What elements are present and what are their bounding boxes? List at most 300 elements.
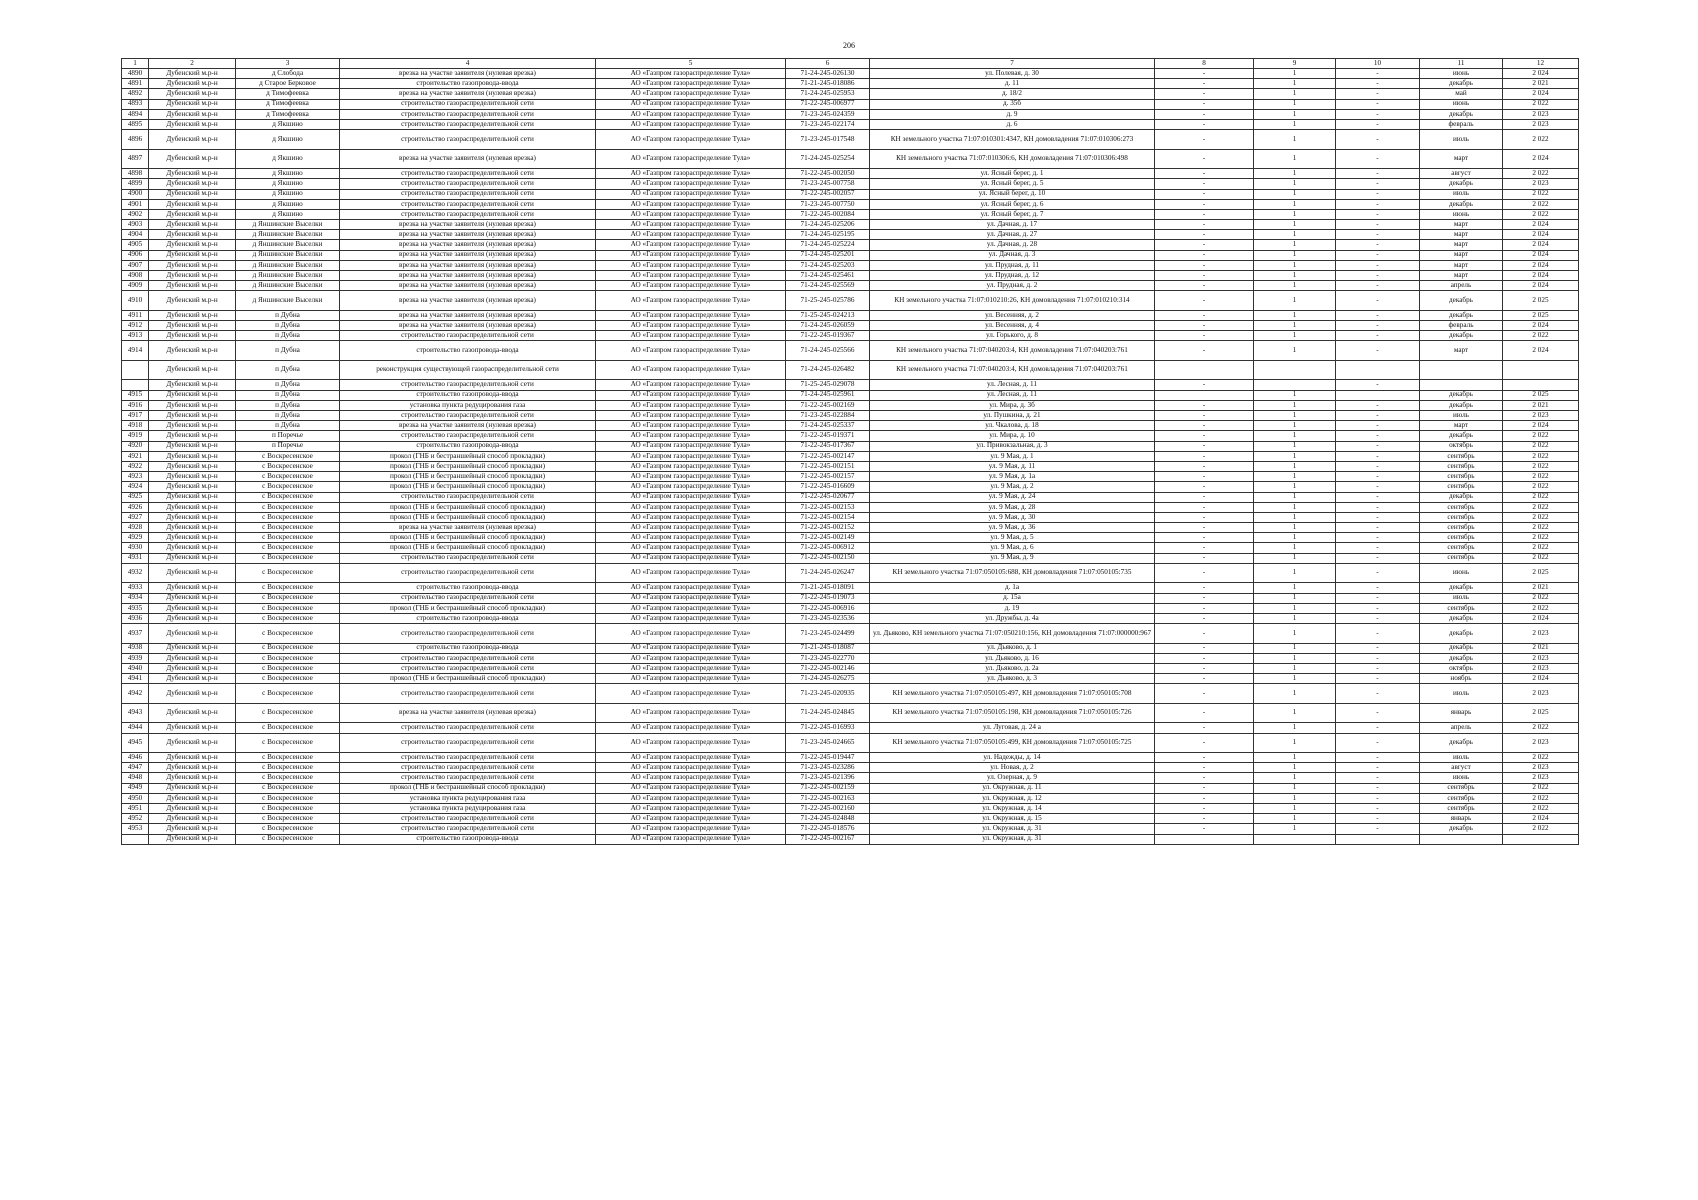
- table-row: [122, 400, 1579, 410]
- column-10-cell: -: [1336, 563, 1420, 583]
- row-number-cell: 4914: [122, 341, 149, 361]
- year-cell: 2 023: [1503, 763, 1579, 773]
- organization-cell: АО «Газпром газораспределение Тула»: [596, 482, 786, 492]
- column-9-cell: 1: [1254, 563, 1336, 583]
- month-cell: июль: [1420, 684, 1503, 704]
- table-row: [122, 411, 1579, 421]
- application-code-cell: 71-22-245-006977: [786, 99, 870, 109]
- column-8-cell: -: [1155, 773, 1254, 783]
- column-8-cell: -: [1155, 543, 1254, 553]
- column-10-cell: -: [1336, 109, 1420, 119]
- row-number-cell: 4924: [122, 482, 149, 492]
- year-cell: 2 025: [1503, 310, 1579, 320]
- year-cell: 2 024: [1503, 674, 1579, 684]
- address-cell: ул. Дачная, д. 17: [870, 220, 1155, 230]
- column-10-cell: -: [1336, 753, 1420, 763]
- year-cell: 2 023: [1503, 119, 1579, 129]
- work-type-cell: реконструкция существующей газораспределительной сети: [340, 360, 596, 380]
- settlement-cell: д Тимофеевка: [236, 89, 340, 99]
- settlement-cell: с Воскресенское: [236, 543, 340, 553]
- column-header: 1: [122, 59, 149, 69]
- column-10-cell: -: [1336, 653, 1420, 663]
- work-type-cell: строительство газораспределительной сети: [340, 179, 596, 189]
- row-number-cell: 4953: [122, 824, 149, 834]
- district-cell: Дубенский м.р-н: [149, 281, 236, 291]
- column-9-cell: 1: [1254, 411, 1336, 421]
- application-code-cell: 71-22-245-017367: [786, 441, 870, 451]
- work-type-cell: строительство газораспределительной сети: [340, 723, 596, 733]
- settlement-cell: п Дубна: [236, 360, 340, 380]
- district-cell: Дубенский м.р-н: [149, 663, 236, 673]
- work-type-cell: врезка на участке заявителя (нулевая врезка): [340, 291, 596, 311]
- table-row: [122, 733, 1579, 753]
- row-number-cell: 4916: [122, 400, 149, 410]
- column-9-cell: 1: [1254, 803, 1336, 813]
- organization-cell: АО «Газпром газораспределение Тула»: [596, 431, 786, 441]
- address-cell: ул. Дачная, д. 28: [870, 240, 1155, 250]
- month-cell: декабрь: [1420, 109, 1503, 119]
- settlement-cell: п Дубна: [236, 321, 340, 331]
- year-cell: 2 022: [1503, 512, 1579, 522]
- column-header: 8: [1155, 59, 1254, 69]
- organization-cell: АО «Газпром газораспределение Тула»: [596, 624, 786, 644]
- work-type-cell: врезка на участке заявителя (нулевая врезка): [340, 69, 596, 79]
- year-cell: 2 024: [1503, 321, 1579, 331]
- row-number-cell: 4940: [122, 663, 149, 673]
- application-code-cell: 71-22-245-002167: [786, 834, 870, 844]
- column-header: 10: [1336, 59, 1420, 69]
- header-row: [122, 59, 1579, 69]
- district-cell: Дубенский м.р-н: [149, 380, 236, 390]
- table-row: [122, 380, 1579, 390]
- address-cell: ул. Дьяково, д. 3: [870, 674, 1155, 684]
- month-cell: июль: [1420, 593, 1503, 603]
- year-cell: 2 021: [1503, 400, 1579, 410]
- month-cell: [1420, 380, 1503, 390]
- column-10-cell: -: [1336, 130, 1420, 150]
- work-type-cell: установка пункта редуцирования газа: [340, 803, 596, 813]
- work-type-cell: прокол (ГНБ и бестраншейный способ прокладки): [340, 472, 596, 482]
- address-cell: ул. 9 Мая, д. 9: [870, 553, 1155, 563]
- row-number-cell: 4911: [122, 310, 149, 320]
- column-9-cell: 1: [1254, 271, 1336, 281]
- column-10-cell: -: [1336, 69, 1420, 79]
- work-type-cell: врезка на участке заявителя (нулевая врезка): [340, 260, 596, 270]
- settlement-cell: д Яншинские Выселки: [236, 260, 340, 270]
- application-code-cell: 71-24-245-025201: [786, 250, 870, 260]
- district-cell: Дубенский м.р-н: [149, 271, 236, 281]
- work-type-cell: прокол (ГНБ и бестраншейный способ прокладки): [340, 543, 596, 553]
- column-10-cell: -: [1336, 441, 1420, 451]
- application-code-cell: 71-24-245-026482: [786, 360, 870, 380]
- settlement-cell: с Воскресенское: [236, 653, 340, 663]
- column-9-cell: 1: [1254, 553, 1336, 563]
- work-type-cell: строительство газораспределительной сети: [340, 684, 596, 704]
- organization-cell: АО «Газпром газораспределение Тула»: [596, 220, 786, 230]
- table-row: [122, 119, 1579, 129]
- row-number-cell: 4907: [122, 260, 149, 270]
- column-9-cell: 1: [1254, 331, 1336, 341]
- district-cell: Дубенский м.р-н: [149, 69, 236, 79]
- year-cell: 2 022: [1503, 824, 1579, 834]
- column-header: 12: [1503, 59, 1579, 69]
- table-row: [122, 199, 1579, 209]
- column-8-cell: -: [1155, 603, 1254, 613]
- organization-cell: АО «Газпром газораспределение Тула»: [596, 512, 786, 522]
- work-type-cell: врезка на участке заявителя (нулевая врезка): [340, 89, 596, 99]
- settlement-cell: с Воскресенское: [236, 583, 340, 593]
- table-row: [122, 240, 1579, 250]
- page-number: 206: [843, 41, 855, 50]
- district-cell: Дубенский м.р-н: [149, 492, 236, 502]
- settlement-cell: д Якшино: [236, 149, 340, 169]
- column-8-cell: -: [1155, 250, 1254, 260]
- work-type-cell: прокол (ГНБ и бестраншейный способ прокладки): [340, 451, 596, 461]
- district-cell: Дубенский м.р-н: [149, 563, 236, 583]
- year-cell: 2 022: [1503, 199, 1579, 209]
- organization-cell: АО «Газпром газораспределение Тула»: [596, 663, 786, 673]
- organization-cell: АО «Газпром газораспределение Тула»: [596, 240, 786, 250]
- application-code-cell: 71-22-245-002084: [786, 209, 870, 219]
- column-9-cell: 1: [1254, 583, 1336, 593]
- organization-cell: АО «Газпром газораспределение Тула»: [596, 803, 786, 813]
- organization-cell: АО «Газпром газораспределение Тула»: [596, 583, 786, 593]
- year-cell: 2 024: [1503, 69, 1579, 79]
- application-code-cell: 71-22-245-002057: [786, 189, 870, 199]
- district-cell: Дубенский м.р-н: [149, 674, 236, 684]
- column-10-cell: -: [1336, 603, 1420, 613]
- month-cell: декабрь: [1420, 653, 1503, 663]
- column-8-cell: -: [1155, 703, 1254, 723]
- month-cell: апрель: [1420, 723, 1503, 733]
- table-row: [122, 310, 1579, 320]
- work-type-cell: врезка на участке заявителя (нулевая врезка): [340, 421, 596, 431]
- column-10-cell: -: [1336, 793, 1420, 803]
- address-cell: ул. Дружбы, д. 4а: [870, 613, 1155, 623]
- organization-cell: АО «Газпром газораспределение Тула»: [596, 199, 786, 209]
- address-cell: ул. Привокзальная, д. 3: [870, 441, 1155, 451]
- column-10-cell: -: [1336, 240, 1420, 250]
- address-cell: ул. Луговая, д. 24 а: [870, 723, 1155, 733]
- year-cell: [1503, 360, 1579, 380]
- column-10-cell: -: [1336, 189, 1420, 199]
- month-cell: май: [1420, 89, 1503, 99]
- column-9-cell: 1: [1254, 674, 1336, 684]
- year-cell: 2 021: [1503, 79, 1579, 89]
- organization-cell: АО «Газпром газораспределение Тула»: [596, 310, 786, 320]
- work-type-cell: врезка на участке заявителя (нулевая врезка): [340, 310, 596, 320]
- row-number-cell: 4915: [122, 390, 149, 400]
- row-number-cell: 4932: [122, 563, 149, 583]
- address-cell: ул. Дьяково, КН земельного участка 71:07:050210:156, КН домовладения 71:07:000000:967: [870, 624, 1155, 644]
- district-cell: Дубенский м.р-н: [149, 411, 236, 421]
- year-cell: 2 022: [1503, 753, 1579, 763]
- work-type-cell: строительство газораспределительной сети: [340, 109, 596, 119]
- work-type-cell: прокол (ГНБ и бестраншейный способ прокладки): [340, 533, 596, 543]
- organization-cell: АО «Газпром газораспределение Тула»: [596, 783, 786, 793]
- month-cell: сентябрь: [1420, 461, 1503, 471]
- column-10-cell: -: [1336, 553, 1420, 563]
- column-8-cell: -: [1155, 411, 1254, 421]
- column-10-cell: -: [1336, 169, 1420, 179]
- column-10-cell: -: [1336, 733, 1420, 753]
- application-code-cell: 71-23-245-017548: [786, 130, 870, 150]
- work-type-cell: установка пункта редуцирования газа: [340, 793, 596, 803]
- column-8-cell: -: [1155, 783, 1254, 793]
- work-type-cell: установка пункта редуцирования газа: [340, 400, 596, 410]
- table-row: [122, 220, 1579, 230]
- row-number-cell: 4891: [122, 79, 149, 89]
- column-10-cell: -: [1336, 523, 1420, 533]
- address-cell: ул. Горького, д. 8: [870, 331, 1155, 341]
- year-cell: 2 022: [1503, 209, 1579, 219]
- settlement-cell: д Якшино: [236, 199, 340, 209]
- organization-cell: АО «Газпром газораспределение Тула»: [596, 674, 786, 684]
- column-8-cell: -: [1155, 593, 1254, 603]
- district-cell: Дубенский м.р-н: [149, 250, 236, 260]
- table-row: [122, 543, 1579, 553]
- year-cell: 2 023: [1503, 663, 1579, 673]
- row-number-cell: 4939: [122, 653, 149, 663]
- column-8-cell: -: [1155, 492, 1254, 502]
- row-number-cell: 4951: [122, 803, 149, 813]
- address-cell: ул. Ясный берег, д. 7: [870, 209, 1155, 219]
- column-10-cell: -: [1336, 684, 1420, 704]
- table-row: [122, 189, 1579, 199]
- work-type-cell: строительство газопровода-ввода: [340, 643, 596, 653]
- settlement-cell: д Якшино: [236, 179, 340, 189]
- settlement-cell: с Воскресенское: [236, 674, 340, 684]
- address-cell: ул. Окружная, д. 31: [870, 834, 1155, 844]
- row-number-cell: 4952: [122, 814, 149, 824]
- district-cell: Дубенский м.р-н: [149, 773, 236, 783]
- district-cell: Дубенский м.р-н: [149, 209, 236, 219]
- column-header: 3: [236, 59, 340, 69]
- column-9-cell: 1: [1254, 533, 1336, 543]
- column-10-cell: -: [1336, 773, 1420, 783]
- address-cell: ул. Надежды, д. 14: [870, 753, 1155, 763]
- organization-cell: АО «Газпром газораспределение Тула»: [596, 260, 786, 270]
- row-number-cell: 4893: [122, 99, 149, 109]
- column-8-cell: -: [1155, 400, 1254, 410]
- column-8-cell: -: [1155, 109, 1254, 119]
- district-cell: Дубенский м.р-н: [149, 472, 236, 482]
- application-code-cell: 71-25-245-029078: [786, 380, 870, 390]
- application-code-cell: 71-24-245-025337: [786, 421, 870, 431]
- address-cell: ул. 9 Мая, д. 1: [870, 451, 1155, 461]
- column-8-cell: -: [1155, 310, 1254, 320]
- column-header: 6: [786, 59, 870, 69]
- table-row: [122, 684, 1579, 704]
- table-row: [122, 230, 1579, 240]
- column-8-cell: -: [1155, 763, 1254, 773]
- organization-cell: АО «Газпром газораспределение Тула»: [596, 321, 786, 331]
- application-code-cell: 71-23-245-022174: [786, 119, 870, 129]
- row-number-cell: 4898: [122, 169, 149, 179]
- column-9-cell: 1: [1254, 149, 1336, 169]
- table-row: [122, 643, 1579, 653]
- district-cell: Дубенский м.р-н: [149, 189, 236, 199]
- address-cell: д. 6: [870, 119, 1155, 129]
- table-row: [122, 169, 1579, 179]
- column-9-cell: 1: [1254, 613, 1336, 623]
- organization-cell: АО «Газпром газораспределение Тула»: [596, 411, 786, 421]
- work-type-cell: прокол (ГНБ и бестраншейный способ прокладки): [340, 512, 596, 522]
- table-row: [122, 421, 1579, 431]
- column-10-cell: -: [1336, 674, 1420, 684]
- district-cell: Дубенский м.р-н: [149, 89, 236, 99]
- table-row: [122, 502, 1579, 512]
- table-row: [122, 461, 1579, 471]
- column-9-cell: 1: [1254, 643, 1336, 653]
- registry-table: [121, 58, 1579, 845]
- year-cell: 2 022: [1503, 793, 1579, 803]
- organization-cell: АО «Газпром газораспределение Тула»: [596, 119, 786, 129]
- column-9-cell: 1: [1254, 421, 1336, 431]
- application-code-cell: 71-23-245-007758: [786, 179, 870, 189]
- address-cell: ул. Ясный берег, д. 1: [870, 169, 1155, 179]
- address-cell: ул. Прудная, д. 11: [870, 260, 1155, 270]
- work-type-cell: строительство газораспределительной сети: [340, 411, 596, 421]
- column-8-cell: -: [1155, 281, 1254, 291]
- column-10-cell: -: [1336, 783, 1420, 793]
- column-9-cell: [1254, 834, 1336, 844]
- organization-cell: АО «Газпром газораспределение Тула»: [596, 543, 786, 553]
- organization-cell: АО «Газпром газораспределение Тула»: [596, 643, 786, 653]
- column-9-cell: 1: [1254, 281, 1336, 291]
- work-type-cell: строительство газопровода-ввода: [340, 583, 596, 593]
- application-code-cell: 71-21-245-018091: [786, 583, 870, 593]
- column-10-cell: [1336, 390, 1420, 400]
- address-cell: д. 19: [870, 603, 1155, 613]
- year-cell: 2 022: [1503, 441, 1579, 451]
- organization-cell: АО «Газпром газораспределение Тула»: [596, 230, 786, 240]
- organization-cell: АО «Газпром газораспределение Тула»: [596, 533, 786, 543]
- settlement-cell: с Воскресенское: [236, 563, 340, 583]
- column-9-cell: [1254, 380, 1336, 390]
- row-number-cell: 4901: [122, 199, 149, 209]
- year-cell: 2 022: [1503, 472, 1579, 482]
- table-row: [122, 441, 1579, 451]
- column-10-cell: -: [1336, 209, 1420, 219]
- year-cell: 2 022: [1503, 803, 1579, 813]
- year-cell: 2 022: [1503, 553, 1579, 563]
- table-row: [122, 281, 1579, 291]
- organization-cell: АО «Газпром газораспределение Тула»: [596, 291, 786, 311]
- address-cell: ул. Дьяково, д. 1: [870, 643, 1155, 653]
- year-cell: 2 022: [1503, 189, 1579, 199]
- year-cell: 2 022: [1503, 533, 1579, 543]
- column-10-cell: -: [1336, 461, 1420, 471]
- year-cell: 2 022: [1503, 783, 1579, 793]
- month-cell: [1420, 834, 1503, 844]
- column-9-cell: 1: [1254, 703, 1336, 723]
- work-type-cell: строительство газопровода-ввода: [340, 341, 596, 361]
- table-row: [122, 360, 1579, 380]
- column-8-cell: -: [1155, 461, 1254, 471]
- year-cell: 2 024: [1503, 814, 1579, 824]
- column-8-cell: -: [1155, 431, 1254, 441]
- year-cell: 2 023: [1503, 109, 1579, 119]
- year-cell: 2 024: [1503, 250, 1579, 260]
- organization-cell: АО «Газпром газораспределение Тула»: [596, 723, 786, 733]
- address-cell: ул. Прудная, д. 12: [870, 271, 1155, 281]
- row-number-cell: 4944: [122, 723, 149, 733]
- settlement-cell: п Дубна: [236, 331, 340, 341]
- column-8-cell: -: [1155, 271, 1254, 281]
- settlement-cell: с Воскресенское: [236, 512, 340, 522]
- address-cell: ул. Окружная, д. 15: [870, 814, 1155, 824]
- column-10-cell: -: [1336, 220, 1420, 230]
- organization-cell: АО «Газпром газораспределение Тула»: [596, 99, 786, 109]
- district-cell: Дубенский м.р-н: [149, 240, 236, 250]
- application-code-cell: 71-22-245-002146: [786, 663, 870, 673]
- work-type-cell: строительство газораспределительной сети: [340, 553, 596, 563]
- table-row: [122, 271, 1579, 281]
- settlement-cell: с Воскресенское: [236, 733, 340, 753]
- column-8-cell: -: [1155, 674, 1254, 684]
- column-8-cell: -: [1155, 220, 1254, 230]
- settlement-cell: п Поречье: [236, 441, 340, 451]
- table-row: [122, 390, 1579, 400]
- organization-cell: АО «Газпром газораспределение Тула»: [596, 733, 786, 753]
- column-8-cell: -: [1155, 451, 1254, 461]
- organization-cell: АО «Газпром газораспределение Тула»: [596, 613, 786, 623]
- column-9-cell: 1: [1254, 230, 1336, 240]
- column-10-cell: -: [1336, 451, 1420, 461]
- column-header: 4: [340, 59, 596, 69]
- month-cell: декабрь: [1420, 179, 1503, 189]
- year-cell: 2 022: [1503, 461, 1579, 471]
- column-9-cell: 1: [1254, 390, 1336, 400]
- application-code-cell: 71-24-245-024848: [786, 814, 870, 824]
- column-10-cell: -: [1336, 411, 1420, 421]
- settlement-cell: с Воскресенское: [236, 533, 340, 543]
- settlement-cell: с Воскресенское: [236, 643, 340, 653]
- work-type-cell: прокол (ГНБ и бестраншейный способ прокладки): [340, 461, 596, 471]
- district-cell: Дубенский м.р-н: [149, 421, 236, 431]
- work-type-cell: строительство газопровода-ввода: [340, 441, 596, 451]
- year-cell: [1503, 834, 1579, 844]
- table-row: [122, 753, 1579, 763]
- column-10-cell: -: [1336, 149, 1420, 169]
- application-code-cell: 71-22-245-002152: [786, 523, 870, 533]
- organization-cell: АО «Газпром газораспределение Тула»: [596, 250, 786, 260]
- column-8-cell: -: [1155, 472, 1254, 482]
- application-code-cell: 71-23-245-022884: [786, 411, 870, 421]
- column-10-cell: -: [1336, 824, 1420, 834]
- district-cell: Дубенский м.р-н: [149, 360, 236, 380]
- settlement-cell: с Воскресенское: [236, 663, 340, 673]
- settlement-cell: д Яншинские Выселки: [236, 291, 340, 311]
- application-code-cell: 71-25-245-024213: [786, 310, 870, 320]
- work-type-cell: строительство газораспределительной сети: [340, 733, 596, 753]
- column-9-cell: 1: [1254, 89, 1336, 99]
- month-cell: ноябрь: [1420, 674, 1503, 684]
- district-cell: Дубенский м.р-н: [149, 341, 236, 361]
- district-cell: Дубенский м.р-н: [149, 431, 236, 441]
- address-cell: ул. 9 Мая, д. 5: [870, 533, 1155, 543]
- settlement-cell: с Воскресенское: [236, 763, 340, 773]
- column-9-cell: 1: [1254, 523, 1336, 533]
- column-8-cell: -: [1155, 69, 1254, 79]
- application-code-cell: 71-22-245-002154: [786, 512, 870, 522]
- district-cell: Дубенский м.р-н: [149, 753, 236, 763]
- organization-cell: АО «Газпром газораспределение Тула»: [596, 149, 786, 169]
- application-code-cell: 71-22-245-016993: [786, 723, 870, 733]
- address-cell: ул. Пушкина, д. 21: [870, 411, 1155, 421]
- district-cell: Дубенский м.р-н: [149, 684, 236, 704]
